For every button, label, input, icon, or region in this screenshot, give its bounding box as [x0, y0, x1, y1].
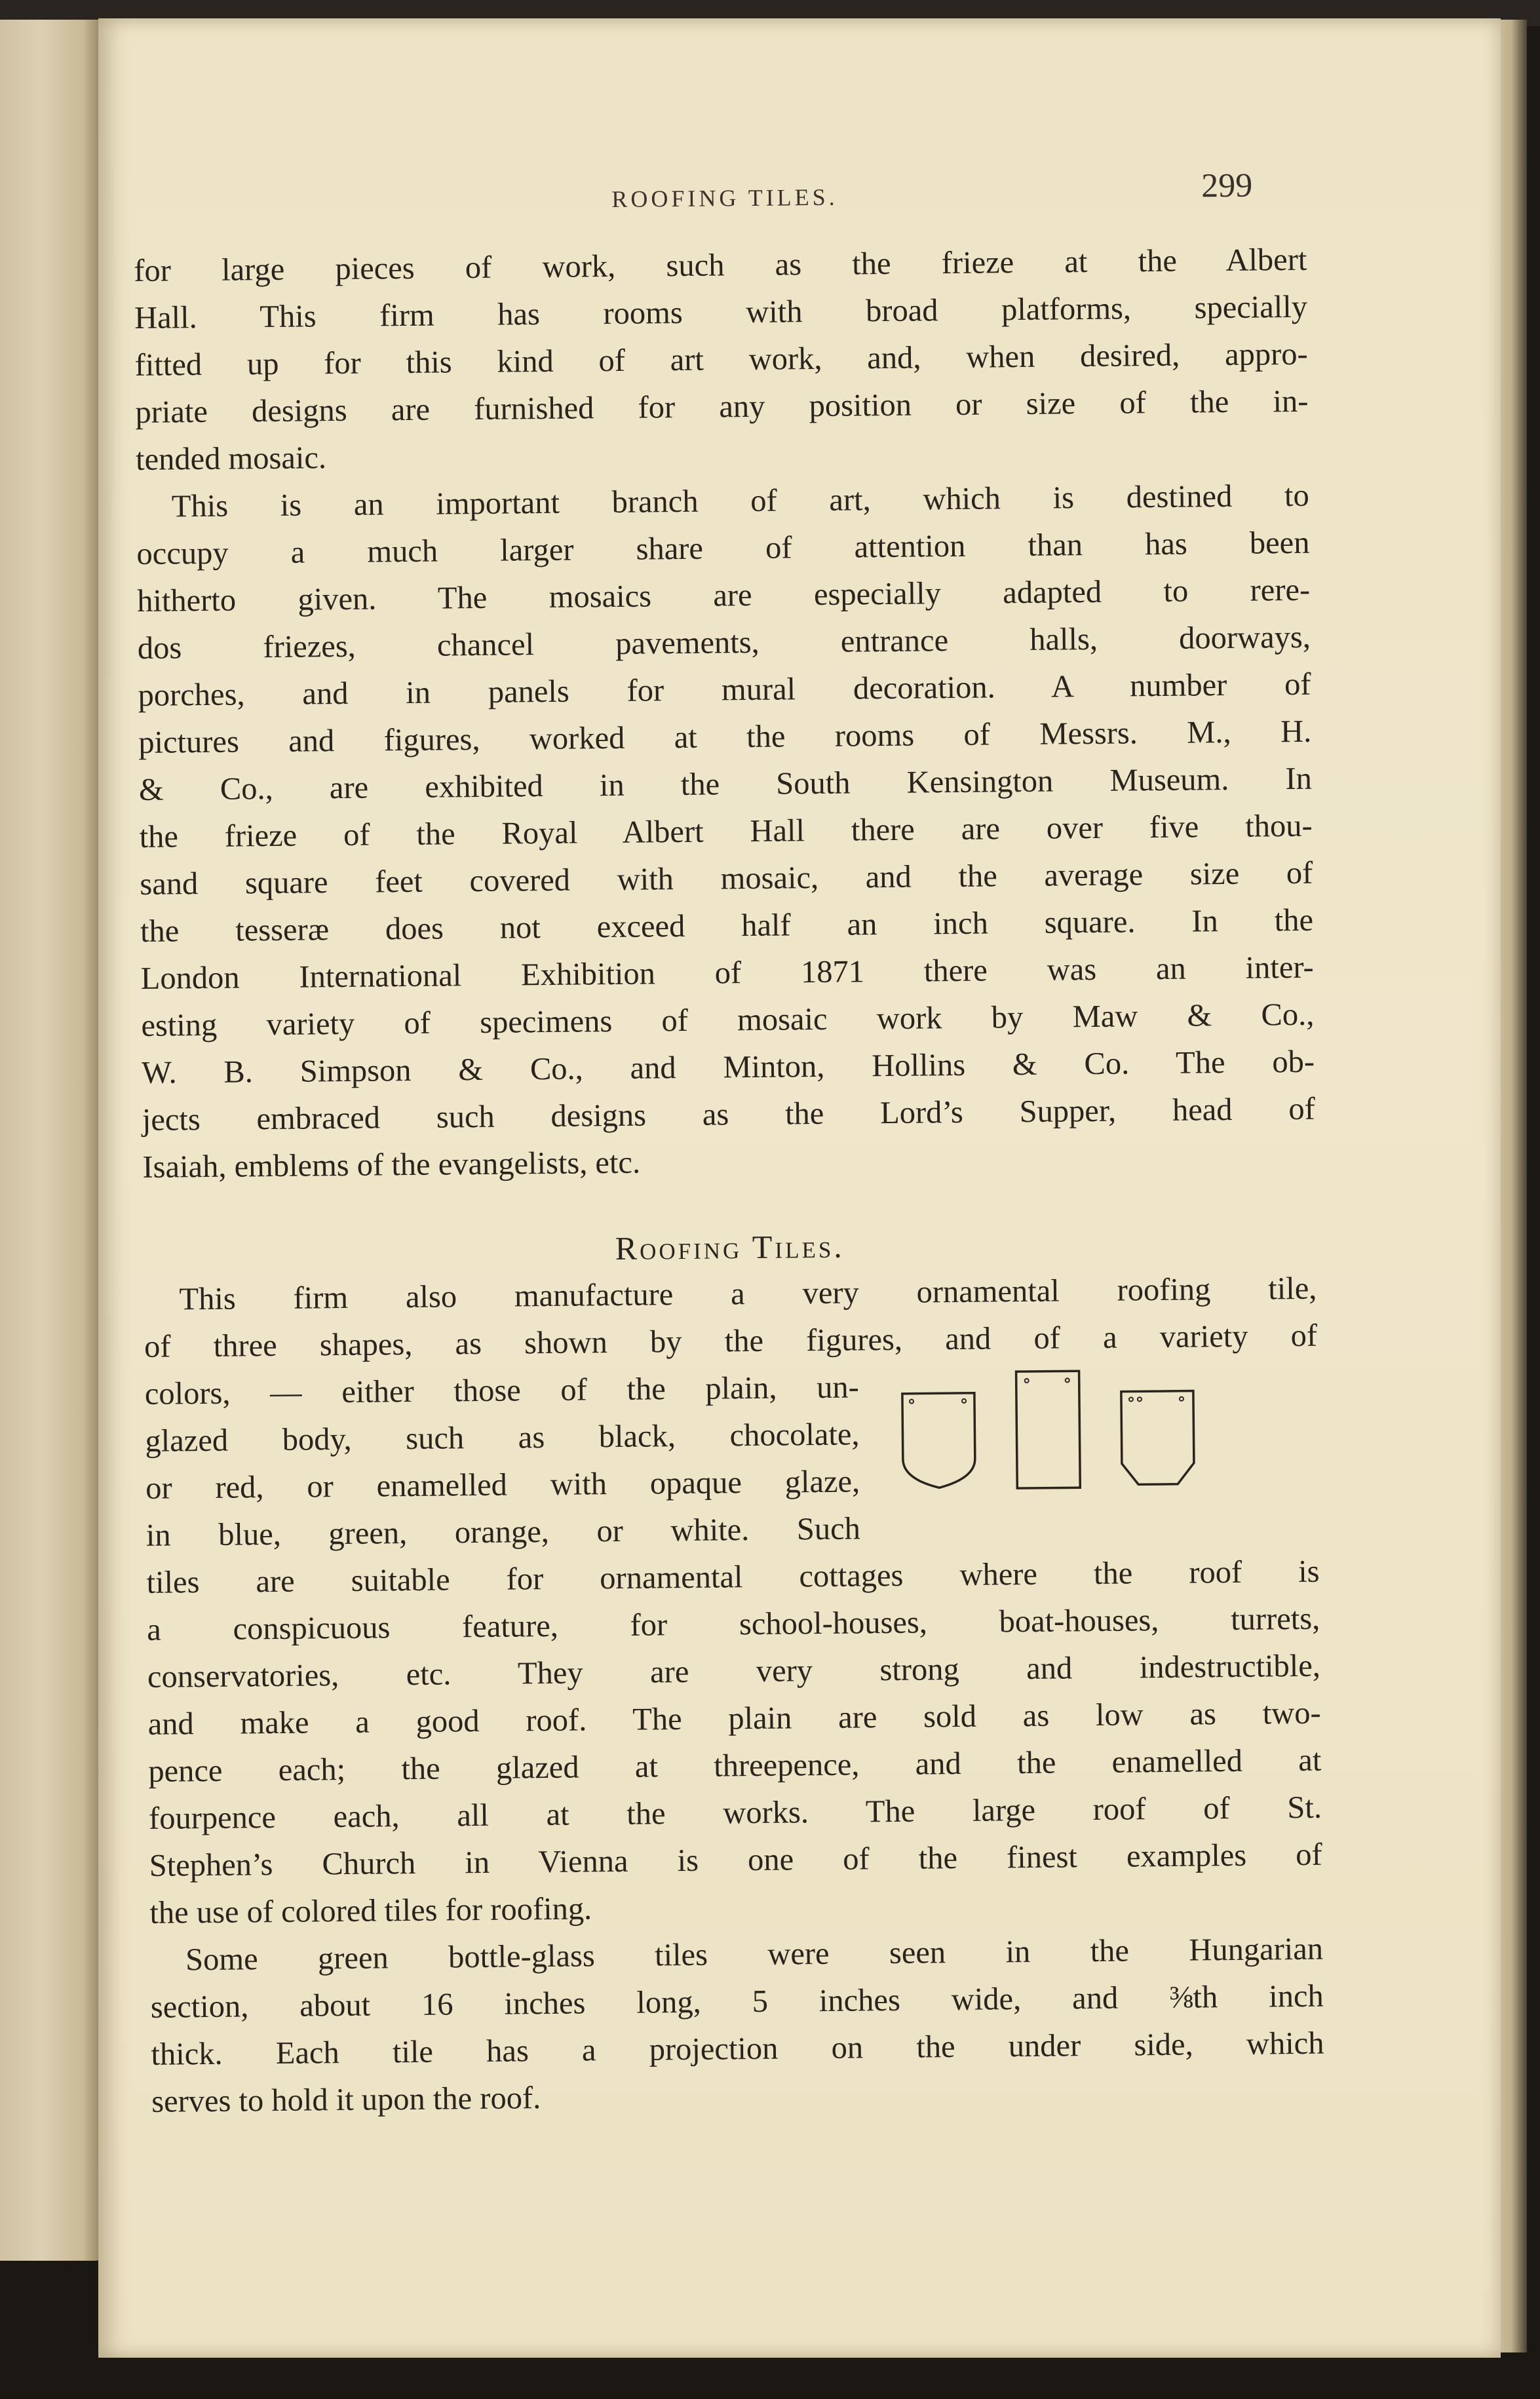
roofing-tiles-figure: [898, 1364, 1207, 1499]
text-line: jects embraced such designs as the Lord’s Supper, head of: [142, 1091, 1315, 1138]
text-line: Some green bottle-glass tiles were seen in the Hungarian: [185, 1931, 1324, 1978]
text-line: serves to hold it upon the roof.: [151, 2081, 541, 2119]
facing-page-edge: [0, 20, 104, 2261]
text-line: or red, or enamelled with opaque glaze,: [145, 1464, 860, 1506]
shield-tile-illustration: [902, 1393, 975, 1488]
running-head: [133, 166, 1307, 229]
paragraph-hungarian-tiles: [150, 1926, 1325, 2126]
text-line: London International Exhibition of 1871 there was an inter-: [140, 950, 1314, 996]
text-line: priate designs are furnished for any position or size of the in-: [135, 383, 1309, 430]
text-line: the frieze of the Royal Albert Hall there are over five thou-: [139, 808, 1313, 854]
paragraph-roofing-tiles: [144, 1265, 1323, 1937]
text-line: Isaiah, emblems of the evangelists, etc.: [142, 1145, 641, 1185]
text-line: Stephen’s Church in Vienna is one of the finest examples of: [149, 1837, 1322, 1883]
text-line: the use of colored tiles for roofing.: [149, 1891, 592, 1930]
text-line: & Co., are exhibited in the South Kensington Museum. In: [138, 761, 1313, 807]
page-number: 299: [1201, 166, 1253, 205]
text-line: pictures and figures, worked at the rooms of Messrs. M., H.: [138, 714, 1312, 760]
text-line: Hall. This firm has rooms with broad platforms, specially: [134, 289, 1308, 336]
text-line: pence each; the glazed at threepence, and the enamelled at: [148, 1742, 1322, 1789]
paragraph-continuation: [134, 237, 1309, 484]
text-line: sand square feet covered with mosaic, and the average size of: [140, 855, 1313, 902]
text-line: tiles are suitable for ornamental cottages where the roof is: [146, 1554, 1320, 1600]
text-line: hitherto given. The mosaics are especially adapted to rere-: [136, 572, 1311, 619]
text-line: This firm also manufacture a very ornamental roofing tile,: [179, 1271, 1317, 1317]
text-line: the tesseræ does not exceed half an inch square. In the: [140, 902, 1314, 949]
text-line: This is an important branch of art, which is destined to: [171, 478, 1310, 524]
text-line: in blue, green, orange, or white. Such: [145, 1511, 861, 1553]
text-line: occupy a much larger share of attention than has been: [136, 525, 1310, 571]
running-head-title: ROOFING TILES.: [611, 183, 838, 212]
text-line: section, about 16 inches long, 5 inches wide, and ⅜th inch: [150, 1978, 1324, 2025]
paragraph-mosaic-art: [136, 472, 1315, 1191]
canted-tile-illustration: [1121, 1391, 1194, 1485]
rectangular-tile-illustration: [1016, 1371, 1081, 1488]
text-line: fourpence each, all at the works. The large roof of St.: [148, 1790, 1322, 1836]
text-line: a conspicuous feature, for school-houses, boat-houses, turrets,: [147, 1601, 1320, 1647]
text-line: fitted up for this kind of art work, and, when desired, appro-: [134, 336, 1308, 383]
text-beside-figure: [144, 1364, 860, 1559]
text-line: for large pieces of work, such as the frieze at the Albert: [134, 242, 1307, 288]
text-line: tended mosaic.: [135, 440, 327, 477]
section-heading: Roofing Tiles.: [615, 1227, 845, 1267]
text-line: of three shapes, as shown by the figures, and of a variety of: [144, 1318, 1318, 1364]
text-line: glazed body, such as black, chocolate,: [145, 1417, 860, 1459]
text-line: dos friezes, chancel pavements, entrance halls, doorways,: [137, 619, 1311, 666]
text-line: conservatories, etc. They are very strong and indestructible,: [147, 1648, 1321, 1695]
text-line: W. B. Simpson & Co., and Minton, Hollins & Co. The ob-: [141, 1044, 1315, 1090]
text-line: thick. Each tile has a projection on the under side, which: [151, 2025, 1324, 2072]
text-line: esting variety of specimens of mosaic work by Maw & Co.,: [141, 997, 1315, 1043]
page-text-block: [133, 166, 1324, 2126]
text-line: colors, — either those of the plain, un-: [144, 1370, 860, 1411]
text-line: and make a good roof. The plain are sold as low as two-: [147, 1695, 1321, 1742]
text-line: porches, and in panels for mural decoration. A number of: [138, 666, 1311, 713]
